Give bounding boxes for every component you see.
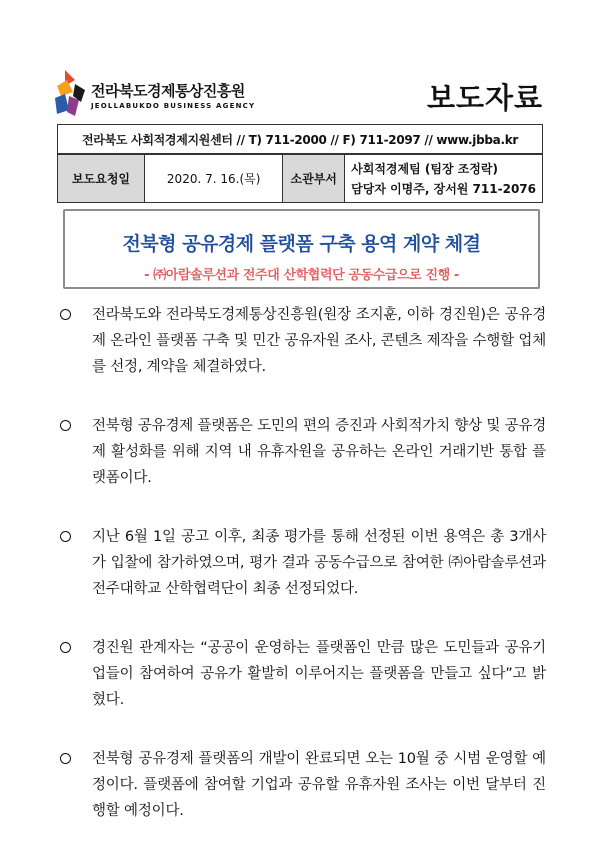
circle-bullet-icon: [60, 753, 71, 764]
circle-bullet-icon: [60, 309, 71, 320]
staff-contact: 담당자 이명주, 장서원 711-2076: [351, 181, 536, 196]
contact-line: 전라북도 사회적경제지원센터 // T) 711-2000 // F) 711-2097 // www.jbba.kr: [57, 124, 543, 154]
logo-shard-blue: [55, 94, 69, 114]
body-paragraph: [60, 746, 546, 824]
department-name: 사회적경제팀 (팀장 조정락): [351, 161, 498, 176]
paragraph-text: 전북형 공유경제 플랫폼의 개발이 완료되면 오는 10월 중 시범 운영할 예정이다. 플랫폼에 참여할 기업과 공유할 유휴자원 조사는 이번 달부터 진행할 예정이다.: [92, 751, 546, 819]
department-contact: [345, 155, 543, 203]
paragraph-text: 경진원 관계자는 “공공이 운영하는 플랫폼인 만큼 많은 도민들과 공유기업들이 참여하여 공유가 활발히 이루어지는 플랫폼을 만들고 싶다”고 밝혔다.: [92, 640, 546, 708]
press-body: [60, 302, 546, 857]
paragraph-text: 지난 6월 1일 공고 이후, 최종 평가를 통해 선정된 이번 용역은 총 3개사가 입찰에 참가하였으며, 평가 결과 공동수급으로 참여한 ㈜아람솔루션과 전주대학교 산학협력단이 최종 선정되었다.: [92, 529, 546, 597]
body-paragraph: [60, 302, 546, 380]
circle-bullet-icon: [60, 420, 71, 431]
letterhead: [55, 70, 545, 122]
circle-bullet-icon: [60, 531, 71, 542]
headline-box: [63, 209, 540, 289]
body-paragraph: [60, 635, 546, 713]
headline-subtitle: - ㈜아람솔루션과 전주대 산학협력단 공동수급으로 진행 -: [144, 268, 459, 283]
request-date: 2020. 7. 16.(목): [145, 155, 283, 203]
agency-logo-icon: [55, 70, 85, 120]
release-info-row: [58, 155, 543, 203]
paragraph-text: 전라북도와 전라북도경제통상진흥원(원장 조지훈, 이하 경진원)은 공유경제 온라인 플랫폼 구축 및 민간 공유자원 조사, 콘텐츠 제작을 수행할 업체를 선정, 계약을 체결하였다.: [92, 307, 546, 375]
body-paragraph: [60, 524, 546, 602]
circle-bullet-icon: [60, 642, 71, 653]
body-paragraph: [60, 413, 546, 491]
agency-name-en: JEOLLABUKDO BUSINESS AGENCY: [91, 102, 256, 110]
agency-name: 전라북도경제통상진흥원: [91, 82, 245, 100]
press-release-label: 보도자료: [426, 81, 543, 115]
paragraph-text: 전북형 공유경제 플랫폼은 도민의 편의 증진과 사회적가치 향상 및 공유경제 활성화를 위해 지역 내 유휴자원을 공유하는 온라인 거래기반 통합 플랫폼이다.: [92, 418, 546, 486]
headline-title: 전북형 공유경제 플랫폼 구축 용역 계약 체결: [122, 233, 481, 255]
department-label: 소관부서: [283, 155, 345, 203]
request-date-label: 보도요청일: [58, 155, 145, 203]
release-info-table: [57, 154, 543, 203]
